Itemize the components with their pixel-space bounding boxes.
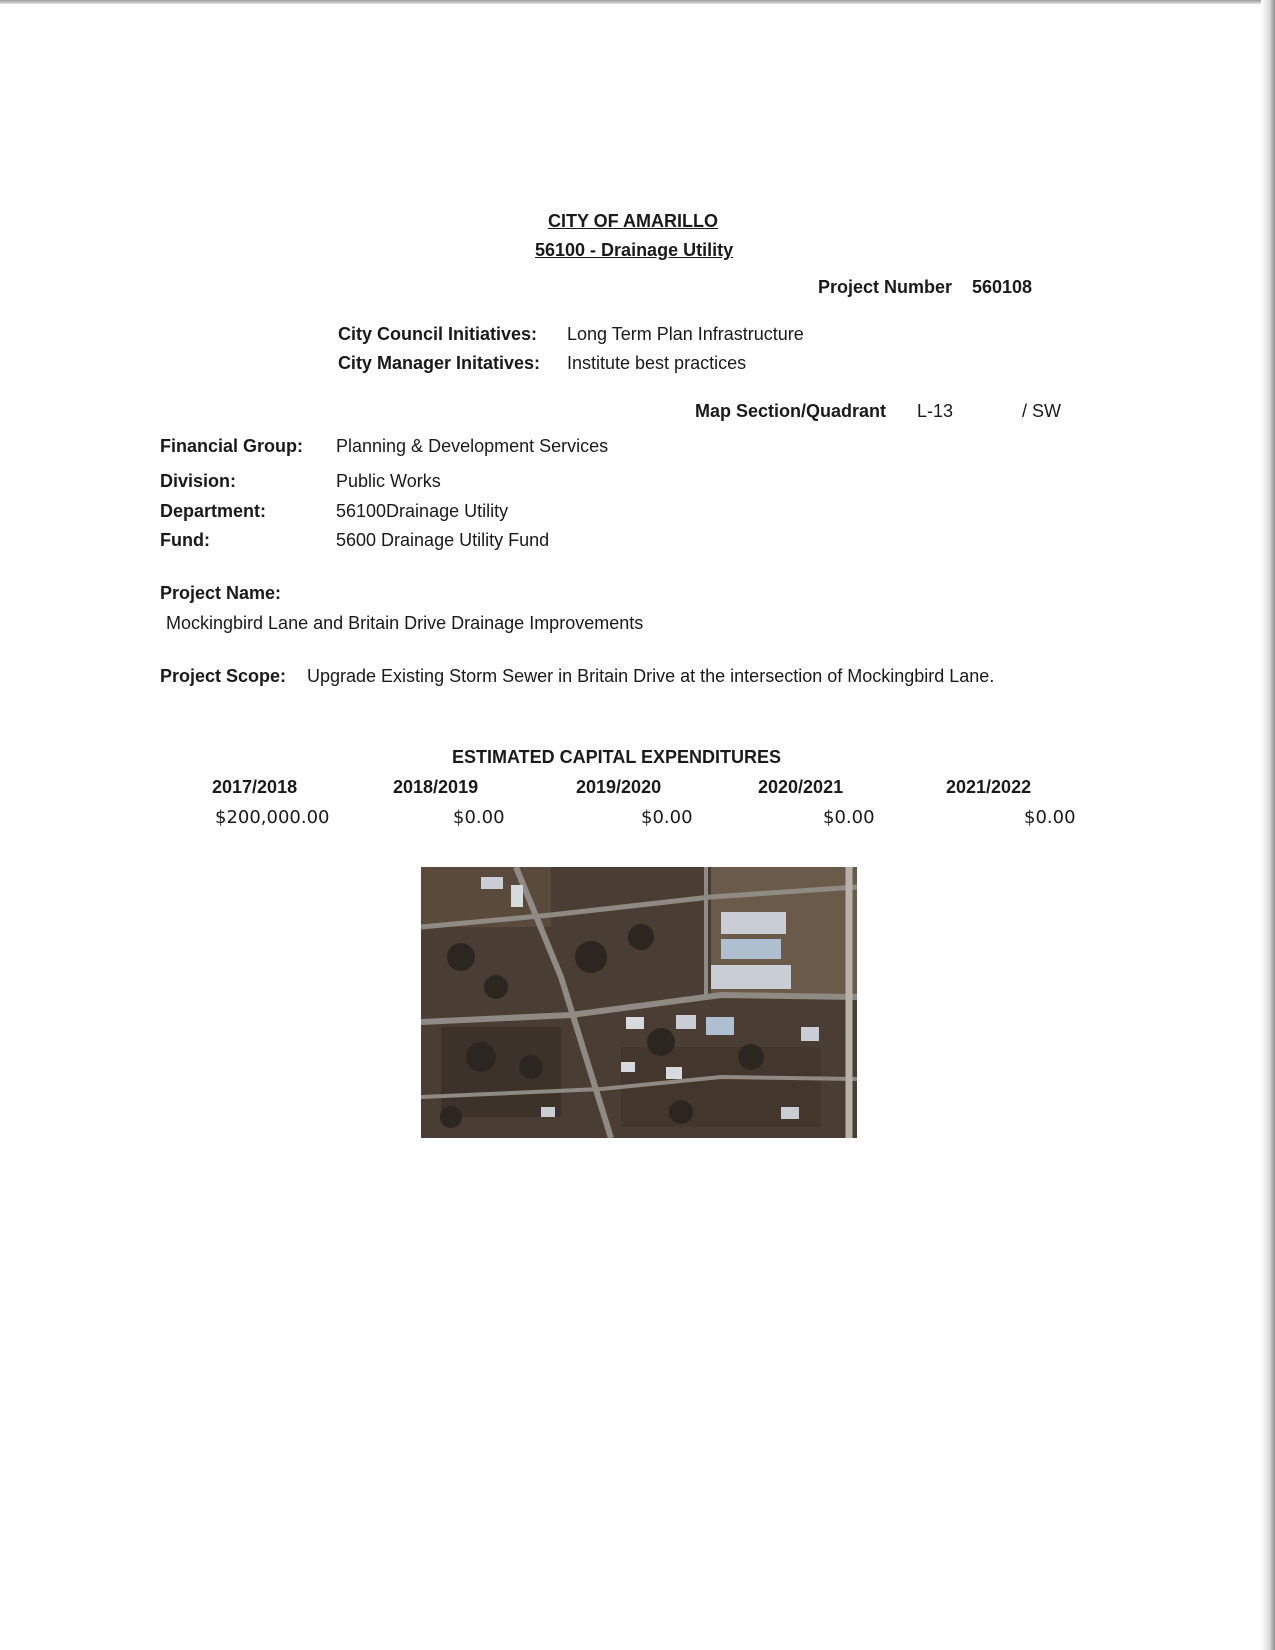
year-heading: 2018/2019 [393, 777, 479, 797]
project-number: 560108 [972, 277, 1033, 297]
fund-label: Fund: [160, 530, 210, 550]
division-label: Division: [160, 471, 237, 491]
map-quadrant-value: / SW [1022, 401, 1061, 421]
year-heading: 2020/2021 [758, 777, 844, 797]
project-scope-label: Project Scope: [160, 666, 287, 686]
department-label: Department: [160, 501, 267, 521]
project-scope: Upgrade Existing Storm Sewer in Britain Drive at the intersection of Mockingbird Lane. [307, 666, 995, 686]
map-section-value: L-13 [917, 401, 954, 421]
division-value: Public Works [336, 471, 441, 491]
scan-edge-top [0, 0, 1275, 4]
council-initiatives-value: Long Term Plan Infrastructure [567, 324, 804, 344]
financial-group-label: Financial Group: [160, 436, 304, 456]
year-heading: 2021/2022 [946, 777, 1032, 797]
scan-edge-right [1261, 0, 1275, 1650]
project-number-label: Project Number [818, 277, 953, 297]
aerial-photo [421, 867, 857, 1138]
year-heading: 2019/2020 [576, 777, 662, 797]
unit-title: 56100 - Drainage Utility [535, 240, 734, 260]
financial-group-value: Planning & Development Services [336, 436, 609, 456]
expenditures-title: ESTIMATED CAPITAL EXPENDITURES [452, 747, 782, 767]
manager-initiatives-value: Institute best practices [567, 353, 747, 373]
org-title: CITY OF AMARILLO [548, 211, 718, 231]
department-value: 56100Drainage Utility [336, 501, 509, 521]
fund-value: 5600 Drainage Utility Fund [336, 530, 550, 550]
year-heading: 2017/2018 [212, 777, 298, 797]
manager-initiatives-label: City Manager Initatives: [337, 353, 540, 373]
amount-value: $0.00 [641, 807, 693, 828]
project-name-label: Project Name: [160, 583, 282, 603]
amount-value: $0.00 [823, 807, 875, 828]
aerial-photo-drawing [421, 867, 857, 1138]
map-section-label: Map Section/Quadrant [695, 401, 887, 421]
amount-value: $200,000.00 [215, 807, 330, 828]
council-initiatives-label: City Council Initiatives: [337, 324, 537, 344]
amount-value: $0.00 [453, 807, 505, 828]
project-name: Mockingbird Lane and Britain Drive Drainage Improvements [166, 613, 644, 633]
amount-value: $0.00 [1024, 807, 1076, 828]
